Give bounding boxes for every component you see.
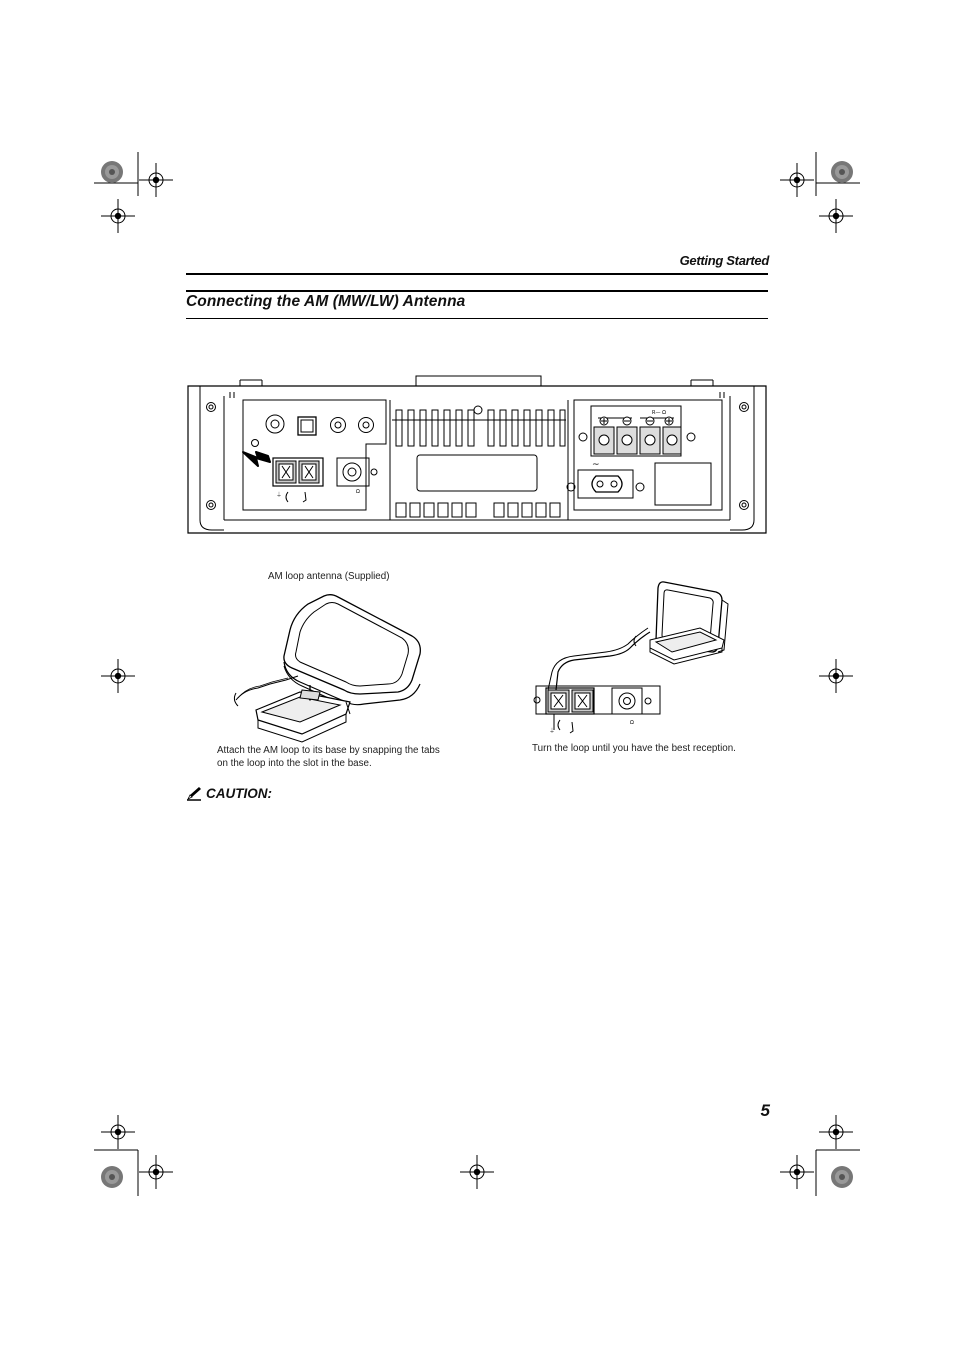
svg-text:Ω: Ω	[356, 489, 360, 495]
caution-label: CAUTION:	[206, 786, 272, 801]
svg-text:⏚: ⏚	[549, 728, 556, 735]
caution-pencil-icon	[186, 786, 203, 801]
svg-text:~: ~	[592, 460, 600, 470]
antenna-label: AM loop antenna (Supplied)	[268, 571, 390, 582]
section-header: Getting Started	[679, 253, 769, 268]
page-number: 5	[760, 1101, 770, 1120]
reception-caption: Turn the loop until you have the best reception.	[532, 743, 736, 754]
assembly-caption: Attach the AM loop to its base by snapping the tabs on the loop into the slot in the base.	[217, 745, 440, 769]
page-title: Connecting the AM (MW/LW) Antenna	[186, 293, 466, 310]
svg-text:⏚: ⏚	[276, 492, 283, 499]
svg-text:Ω: Ω	[630, 720, 634, 726]
caution-heading	[186, 786, 272, 801]
svg-text:R— Ω: R— Ω	[652, 410, 666, 416]
